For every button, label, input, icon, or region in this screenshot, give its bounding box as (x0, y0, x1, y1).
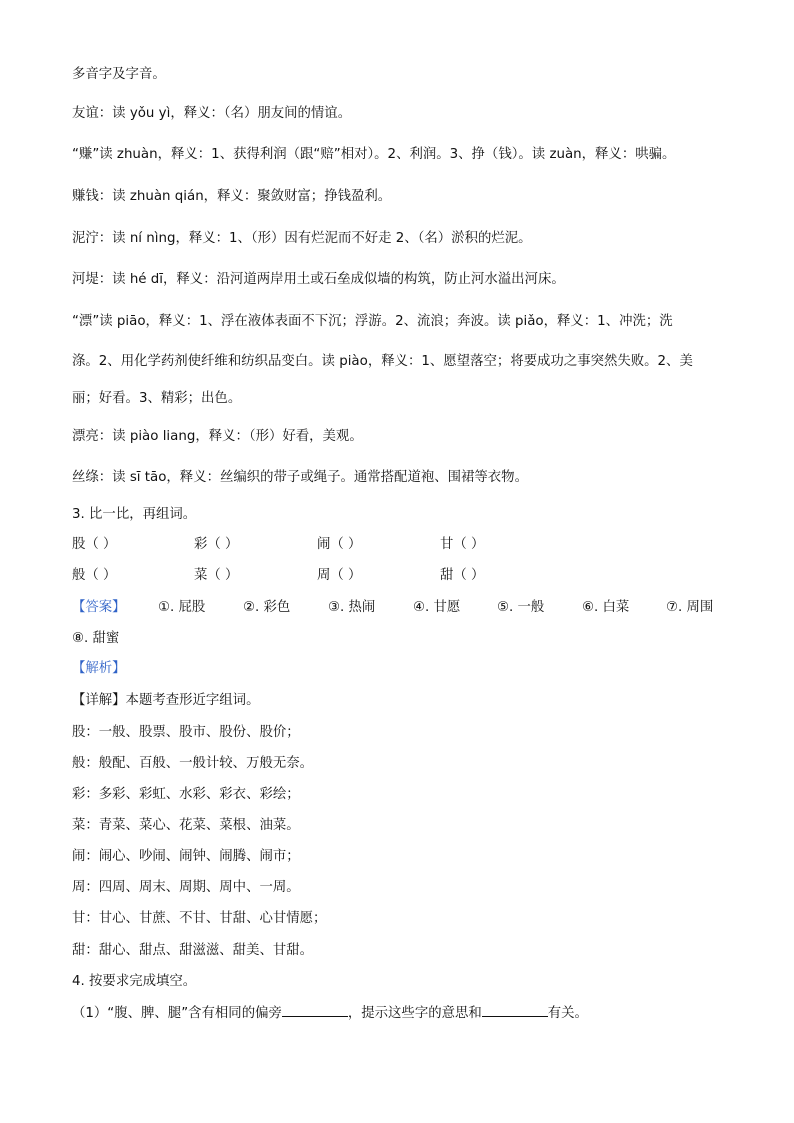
analysis-item: 菜：青菜、菜心、花菜、菜根、油菜。 (72, 818, 300, 833)
compare-cell: 彩（ ） (194, 537, 239, 552)
question-text: （1）“腹、脾、腿”含有相同的偏旁 (72, 1006, 282, 1021)
compare-cell: 甜（ ） (440, 568, 485, 583)
fill-blank[interactable] (482, 1004, 548, 1017)
question-4-title: 4. 按要求完成填空。 (72, 974, 197, 989)
text-line: 多音字及字音。 (72, 67, 166, 82)
text-line: 漂亮：读 piào liang，释义：（形）好看，美观。 (72, 429, 363, 444)
analysis-detail: 【详解】本题考查形近字组词。 (72, 693, 260, 708)
text-line: 丽；好看。3、精彩；出色。 (72, 391, 242, 406)
analysis-item: 甜：甜心、甜点、甜滋滋、甜美、甘甜。 (72, 943, 314, 958)
answer-item: ⑤. 一般 (497, 600, 545, 615)
compare-cell: 甘（ ） (440, 537, 485, 552)
analysis-item: 般：般配、百般、一般计较、万般无奈。 (72, 756, 314, 771)
answer-item: ④. 甘愿 (413, 600, 461, 615)
text-line: 友谊：读 yǒu yì，释义：（名）朋友间的情谊。 (72, 106, 352, 121)
answer-item: ⑦. 周围 (666, 600, 714, 615)
analysis-label: 【解析】 (72, 661, 126, 676)
answer-item: ⑧. 甜蜜 (72, 631, 120, 646)
text-line: 涤。2、用化学药剂使纤维和纺织品变白。读 piào，释义：1、愿望落空；将要成功之事突然失败。2、美 (72, 354, 693, 369)
answer-item: ②. 彩色 (243, 600, 291, 615)
compare-cell: 股（ ） (72, 537, 117, 552)
compare-cell: 闹（ ） (317, 537, 362, 552)
fill-blank[interactable] (282, 1004, 348, 1017)
analysis-item: 周：四周、周末、周期、周中、一周。 (72, 880, 300, 895)
text-line: “漂”读 piāo，释义：1、浮在液体表面不下沉；浮游。2、流浪；奔波。读 piǎo，释义：1、冲洗；洗 (72, 314, 673, 329)
text-line: 丝绦：读 sī tāo，释义：丝编织的带子或绳子。通常搭配道袍、围裙等衣物。 (72, 470, 528, 485)
text-line: “赚”读 zhuàn，释义：1、获得利润（跟“赔”相对）。2、利润。3、挣（钱）。读 zuàn，释义：哄骗。 (72, 147, 676, 162)
question-text: ，提示这些字的意思和 (347, 1006, 482, 1021)
compare-cell: 周（ ） (317, 568, 362, 583)
analysis-item: 甘：甘心、甘蔗、不甘、甘甜、心甘情愿； (72, 911, 327, 926)
compare-cell: 菜（ ） (194, 568, 239, 583)
text-line: 赚钱：读 zhuàn qián，释义：聚敛财富；挣钱盈利。 (72, 189, 392, 204)
answer-item: ⑥. 白菜 (582, 600, 630, 615)
text-line: 河堤：读 hé dī，释义：沿河道两岸用土或石垒成似墙的构筑，防止河水溢出河床。 (72, 272, 565, 287)
question-4-part-1 (72, 1004, 588, 1023)
answer-item: ①. 屁股 (158, 600, 206, 615)
analysis-item: 闹：闹心、吵闹、闹钟、闹腾、闹市； (72, 849, 300, 864)
question-3-title: 3. 比一比，再组词。 (72, 507, 197, 522)
analysis-item: 股：一般、股票、股市、股份、股价； (72, 725, 300, 740)
answer-label: 【答案】 (72, 600, 126, 615)
analysis-item: 彩：多彩、彩虹、水彩、彩衣、彩绘； (72, 787, 300, 802)
text-line: 泥泞：读 ní nìng，释义：1、（形）因有烂泥而不好走 2、（名）淤积的烂泥。 (72, 231, 532, 246)
answer-item: ③. 热闹 (328, 600, 376, 615)
compare-cell: 般（ ） (72, 568, 117, 583)
question-text: 有关。 (547, 1006, 588, 1021)
